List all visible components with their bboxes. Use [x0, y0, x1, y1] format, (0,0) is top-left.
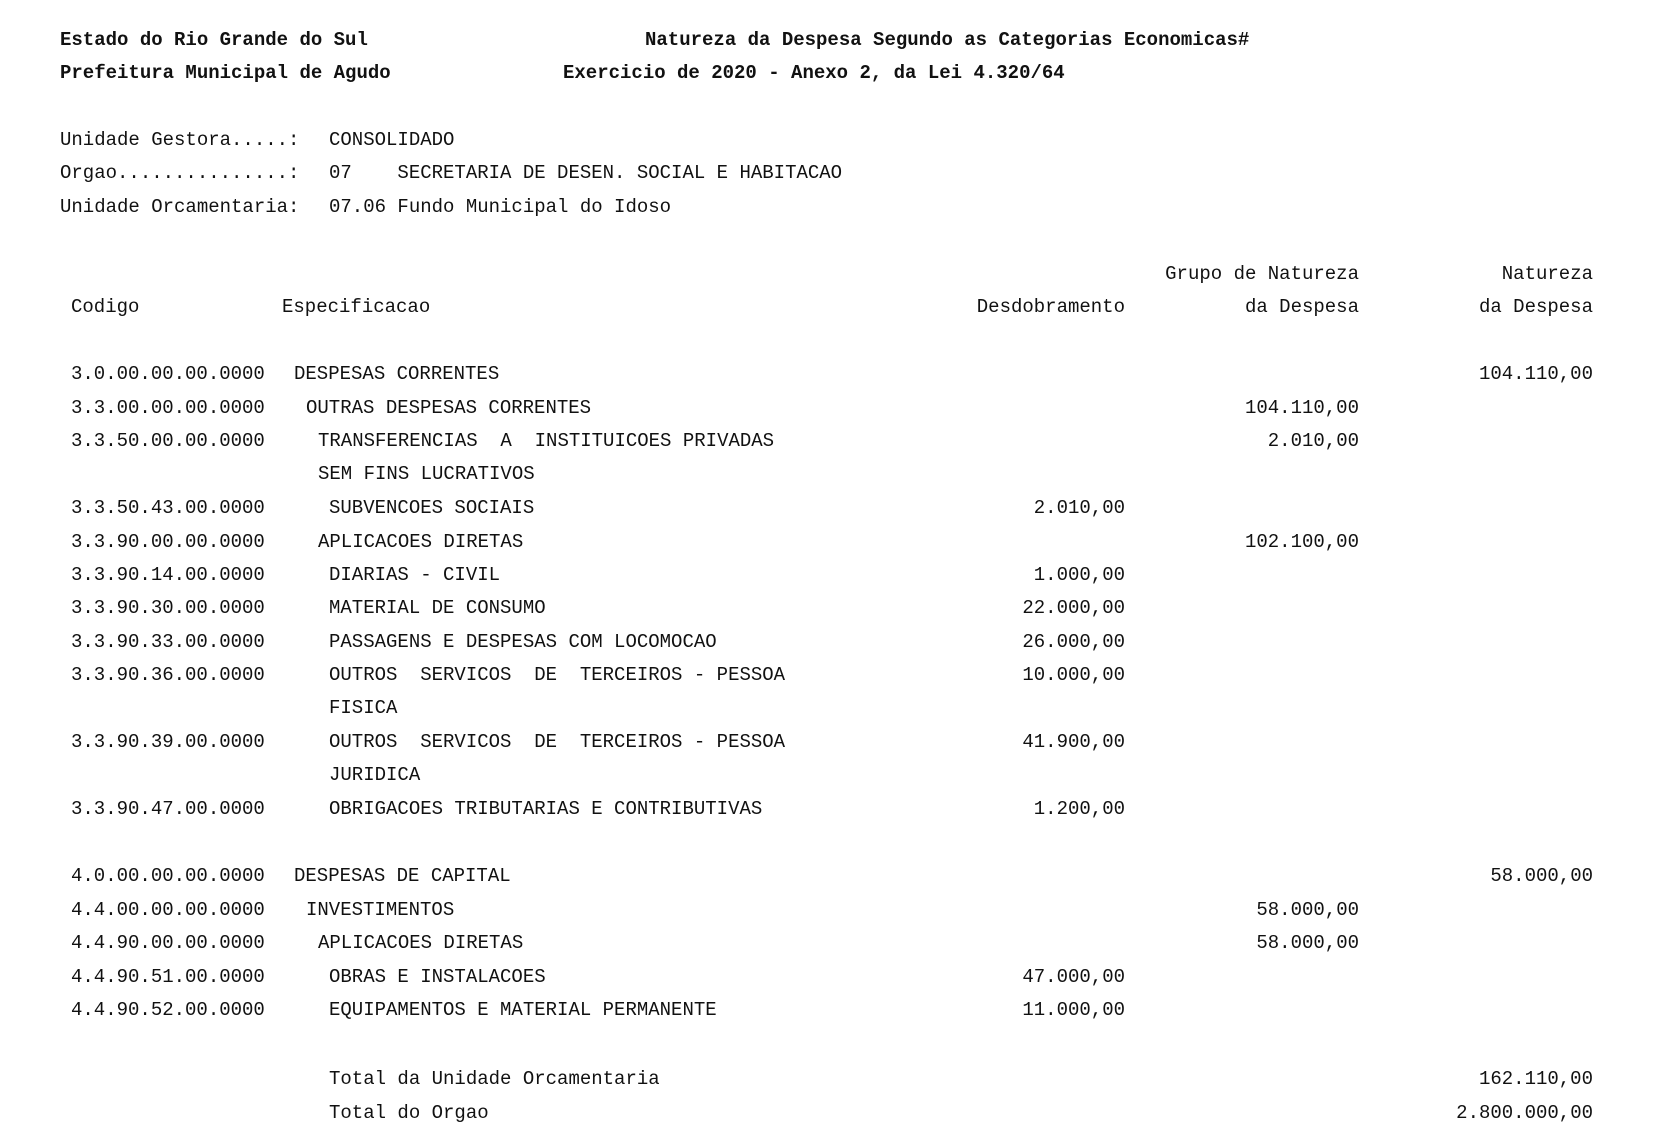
row-desdobramento: 47.000,00	[1022, 966, 1125, 988]
row-code: 3.3.50.00.00.0000	[71, 430, 265, 452]
unidade-orcamentaria-label: Unidade Orcamentaria:	[60, 196, 300, 218]
row-code: 3.3.90.36.00.0000	[71, 664, 265, 686]
row-specification: APLICACOES DIRETAS	[318, 932, 524, 954]
row-code: 3.3.00.00.00.0000	[71, 397, 265, 419]
row-code: 4.0.00.00.00.0000	[71, 865, 265, 887]
orgao-value: 07 SECRETARIA DE DESEN. SOCIAL E HABITACAO	[329, 162, 843, 184]
row-code: 3.3.90.30.00.0000	[71, 597, 265, 619]
row-desdobramento: 1.000,00	[1033, 564, 1125, 586]
total-orgao-label: Total do Orgao	[329, 1102, 489, 1124]
row-code: 3.3.90.47.00.0000	[71, 798, 265, 820]
total-orgao-value: 2.800.000,00	[1456, 1102, 1593, 1124]
row-code: 3.3.90.00.00.0000	[71, 531, 265, 553]
col-especificacao-header: Especificacao	[282, 296, 431, 318]
report-title: Natureza da Despesa Segundo as Categorias Economicas#	[645, 29, 1250, 51]
col-desdobramento-header: Desdobramento	[976, 296, 1125, 318]
row-specification: OBRIGACOES TRIBUTARIAS E CONTRIBUTIVAS	[329, 798, 763, 820]
row-specification-continuation: JURIDICA	[329, 764, 421, 786]
row-code: 4.4.00.00.00.0000	[71, 899, 265, 921]
row-specification: TRANSFERENCIAS A INSTITUICOES PRIVADAS	[318, 430, 775, 452]
row-code: 4.4.90.00.00.0000	[71, 932, 265, 954]
row-specification: APLICACOES DIRETAS	[318, 531, 524, 553]
unidade-orcamentaria-value: 07.06 Fundo Municipal do Idoso	[329, 196, 672, 218]
total-unidade-label: Total da Unidade Orcamentaria	[329, 1068, 660, 1090]
row-specification-continuation: SEM FINS LUCRATIVOS	[318, 463, 535, 485]
row-specification-continuation: FISICA	[329, 697, 398, 719]
row-specification: INVESTIMENTOS	[306, 899, 455, 921]
row-code: 3.3.90.33.00.0000	[71, 631, 265, 653]
row-desdobramento: 1.200,00	[1033, 798, 1125, 820]
row-desdobramento: 10.000,00	[1022, 664, 1125, 686]
row-specification: OUTROS SERVICOS DE TERCEIROS - PESSOA	[329, 664, 786, 686]
row-specification: OUTROS SERVICOS DE TERCEIROS - PESSOA	[329, 731, 786, 753]
row-specification: DESPESAS DE CAPITAL	[294, 865, 511, 887]
col-natureza-header-2: da Despesa	[1478, 296, 1593, 318]
row-grupo-natureza: 102.100,00	[1244, 531, 1359, 553]
row-specification: OBRAS E INSTALACOES	[329, 966, 546, 988]
row-code: 3.0.00.00.00.0000	[71, 363, 265, 385]
unidade-gestora-label: Unidade Gestora.....:	[60, 129, 300, 151]
row-code: 4.4.90.51.00.0000	[71, 966, 265, 988]
row-code: 3.3.50.43.00.0000	[71, 497, 265, 519]
row-desdobramento: 2.010,00	[1033, 497, 1125, 519]
row-code: 3.3.90.39.00.0000	[71, 731, 265, 753]
row-natureza: 104.110,00	[1478, 363, 1593, 385]
row-specification: OUTRAS DESPESAS CORRENTES	[306, 397, 592, 419]
row-grupo-natureza: 104.110,00	[1244, 397, 1359, 419]
row-code: 4.4.90.52.00.0000	[71, 999, 265, 1021]
row-specification: DIARIAS - CIVIL	[329, 564, 501, 586]
row-desdobramento: 26.000,00	[1022, 631, 1125, 653]
row-natureza: 58.000,00	[1490, 865, 1593, 887]
row-specification: DESPESAS CORRENTES	[294, 363, 500, 385]
row-code: 3.3.90.14.00.0000	[71, 564, 265, 586]
row-specification: SUBVENCOES SOCIAIS	[329, 497, 535, 519]
total-unidade-value: 162.110,00	[1478, 1068, 1593, 1090]
state-name: Estado do Rio Grande do Sul	[60, 29, 368, 51]
row-desdobramento: 11.000,00	[1022, 999, 1125, 1021]
col-grupo-header-2: da Despesa	[1244, 296, 1359, 318]
col-natureza-header-1: Natureza	[1501, 263, 1593, 285]
col-grupo-header-1: Grupo de Natureza	[1165, 263, 1359, 285]
row-desdobramento: 22.000,00	[1022, 597, 1125, 619]
orgao-label: Orgao...............:	[60, 162, 300, 184]
unidade-gestora-value: CONSOLIDADO	[329, 129, 455, 151]
row-grupo-natureza: 58.000,00	[1256, 932, 1359, 954]
row-specification: PASSAGENS E DESPESAS COM LOCOMOCAO	[329, 631, 717, 653]
row-grupo-natureza: 2.010,00	[1267, 430, 1359, 452]
municipality-name: Prefeitura Municipal de Agudo	[60, 62, 391, 84]
row-specification: EQUIPAMENTOS E MATERIAL PERMANENTE	[329, 999, 717, 1021]
row-grupo-natureza: 58.000,00	[1256, 899, 1359, 921]
report-subtitle: Exercicio de 2020 - Anexo 2, da Lei 4.320/64	[563, 62, 1065, 84]
col-codigo-header: Codigo	[71, 296, 140, 318]
row-desdobramento: 41.900,00	[1022, 731, 1125, 753]
row-specification: MATERIAL DE CONSUMO	[329, 597, 546, 619]
